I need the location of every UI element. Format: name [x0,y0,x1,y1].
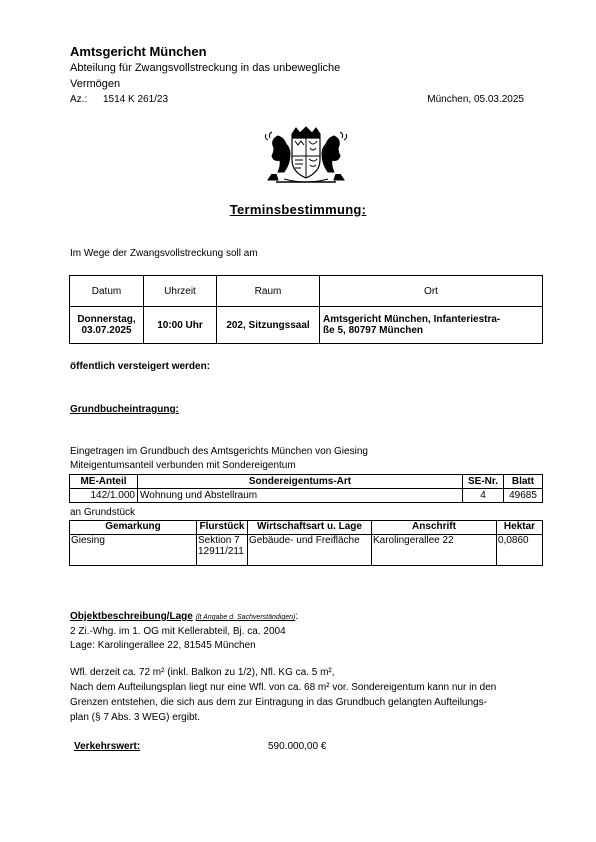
flurstueck-value [197,535,248,566]
table-row [70,489,543,503]
case-number-label: Az.: [70,94,88,105]
header-sheet: Blatt [504,475,543,489]
appointment-date-line-1: Donnerstag, [77,314,136,325]
object-heading-note: (lt Angabe d. Sachverständigen) [195,614,296,621]
header-hectare: Hektar [497,521,543,535]
header-place: Ort [320,276,543,307]
header-room: Raum [217,276,320,307]
auction-text: öffentlich versteigert werden: [70,361,211,372]
object-line-4: Nach dem Aufteilungsplan liegt nur eine Wfl. von ca. 68 m² vor. Sondereigentum kann nur in den [70,682,497,693]
appointment-place-line-1: Amtsgericht München, Infanteriestra- [323,314,501,325]
header-unit-type: Sondereigentums-Art [138,475,463,489]
appointment-room: 202, Sitzungssaal [217,307,320,344]
object-heading [70,611,298,622]
unit-type-value: Wohnung und Abstellraum [138,489,463,503]
market-value: 590.000,00 € [268,741,327,752]
document-title: Terminsbestimmung: [229,202,367,217]
flurstueck-line-2: 12911/211 [198,546,244,557]
appointment-date-line-2: 03.07.2025 [81,325,132,336]
object-heading-suffix: : [295,611,299,622]
appointment-time: 10:00 Uhr [144,307,217,344]
flurstueck-line-1: Sektion 7 [198,535,240,546]
table-header-row [70,521,543,535]
unit-number-value: 4 [463,489,504,503]
intro-text: Im Wege der Zwangsvollstreckung soll am [70,248,258,259]
header-share: ME-Anteil [70,475,138,489]
object-heading-title: Objektbeschreibung/Lage [70,611,193,622]
header-date: Datum [70,276,144,307]
case-number: 1514 K 261/23 [103,94,169,105]
appointment-date [70,307,144,344]
court-name: Amtsgericht München [70,44,207,59]
header-flurstueck: Flurstück [197,521,248,535]
address-value: Karolingerallee 22 [372,535,497,566]
land-register-heading: Grundbucheintragung: [70,404,179,415]
place-date: München, 05.03.2025 [427,94,524,105]
table-header-row [70,475,543,489]
hectare-value: 0,0860 [497,535,543,566]
bavarian-coat-of-arms-icon [262,126,350,184]
appointment-place [320,307,543,344]
object-line-2: Lage: Karolingerallee 22, 81545 München [70,640,256,651]
table-header-row [70,276,543,307]
object-line-5: Grenzen entstehen, die sich aus dem zur Eintragung in das Grundbuch gelangten Aufteilungs- [70,697,487,708]
header-usage: Wirtschaftsart u. Lage [248,521,372,535]
header-time: Uhrzeit [144,276,217,307]
table-row [70,307,543,344]
plot-table [69,520,543,566]
sheet-value: 49685 [504,489,543,503]
usage-value: Gebäude- und Freifläche [248,535,372,566]
land-register-line-2: Miteigentumsanteil verbunden mit Sondereigentum [70,460,296,471]
land-register-line-1: Eingetragen im Grundbuch des Amtsgerichts München von Giesing [70,446,368,457]
object-line-3: Wfl. derzeit ca. 72 m² (inkl. Balkon zu 1/2), Nfl. KG ca. 5 m², [70,667,335,678]
market-value-label: Verkehrswert: [74,741,141,752]
table-row [70,535,543,566]
appointment-place-line-2: ße 5, 80797 München [323,325,424,336]
gemarkung-value: Giesing [70,535,197,566]
department-line-2: Vermögen [70,78,121,90]
department-line-1: Abteilung für Zwangsvollstreckung in das unbewegliche [70,62,341,74]
plot-label: an Grundstück [70,507,136,518]
header-unit-number: SE-Nr. [463,475,504,489]
share-table [69,474,543,503]
appointment-table [69,275,543,344]
header-address: Anschrift [372,521,497,535]
object-line-1: 2 Zi.-Whg. im 1. OG mit Kellerabteil, Bj. ca. 2004 [70,626,286,637]
share-value: 142/1.000 [70,489,138,503]
header-gemarkung: Gemarkung [70,521,197,535]
object-line-6: plan (§ 7 Abs. 3 WEG) ergibt. [70,712,201,723]
